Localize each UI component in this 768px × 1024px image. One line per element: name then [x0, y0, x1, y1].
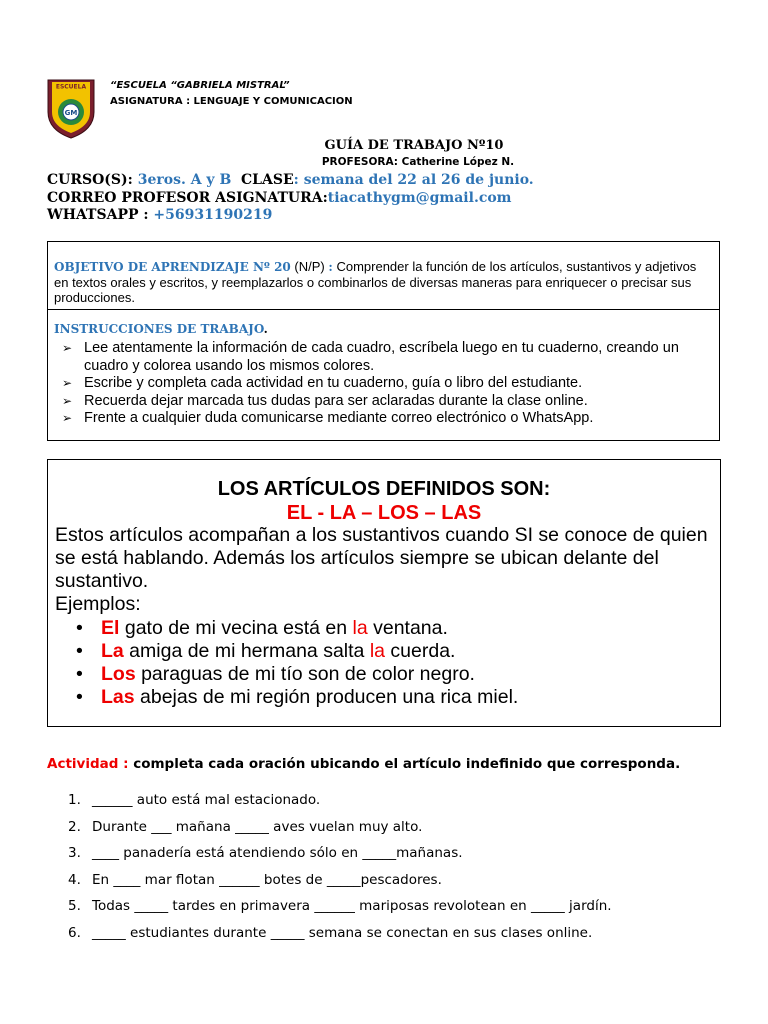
whatsapp-line: WHATSAPP : +56931190219	[47, 207, 273, 223]
list-item: • El gato de mi vecina está en la ventana.	[76, 617, 448, 639]
examples-label: Ejemplos:	[55, 593, 141, 615]
instructions-title: INSTRUCCIONES DE TRABAJO.	[54, 322, 268, 336]
arrow-icon: ➢	[62, 376, 73, 390]
svg-text:ESCUELA: ESCUELA	[55, 83, 87, 91]
list-item: ➢ Lee atentamente la información de cada cuadro, escríbela luego en tu cuaderno, creando un cuadro y colorea usando los mismos colores.	[62, 340, 679, 374]
bullet-icon: •	[76, 663, 83, 685]
course-line: CURSO(S): 3eros. A y B CLASE: semana del 22 al 26 de junio.	[47, 172, 534, 188]
list-item: 1. ______ auto está mal estacionado.	[68, 792, 321, 808]
svg-text:GM: GM	[64, 109, 78, 117]
email-line: CORREO PROFESOR ASIGNATURA:tiacathygm@gmail.com	[47, 190, 512, 206]
arrow-icon: ➢	[62, 411, 73, 425]
course-value: 3eros. A y B	[137, 172, 232, 188]
teacher-name: PROFESORA: Catherine López N.	[321, 156, 515, 168]
list-item: ➢ Frente a cualquier duda comunicarse mediante correo electrónico o WhatsApp.	[62, 410, 594, 426]
guide-title: GUÍA DE TRABAJO Nº10	[324, 138, 504, 153]
bullet-icon: •	[76, 617, 83, 639]
objective-text: OBJETIVO DE APRENDIZAJE Nº 20 (N/P) : Comprender la función de los artículos, sustantivos y adjetivos en textos orales y escritos, y reemplazarlos o combinarlos de diversas maneras para enriquecer o precisar sus producciones.	[54, 259, 697, 305]
list-item: 4. En ____ mar flotan ______ botes de _____pescadores.	[68, 871, 442, 888]
list-item: ➢ Recuerda dejar marcada tus dudas para ser aclaradas durante la clase online.	[62, 392, 588, 409]
email-value[interactable]: tiacathygm@gmail.com	[327, 190, 512, 206]
articles-list: EL - LA – LOS – LAS	[286, 502, 482, 524]
list-item: 3. ____ panadería está atendiendo sólo en _____mañanas.	[68, 845, 463, 861]
list-item: • Las abejas de mi región producen una rica miel.	[76, 686, 519, 708]
bullet-icon: •	[76, 640, 83, 662]
examples-list	[76, 617, 518, 709]
whatsapp-value: +56931190219	[153, 207, 273, 223]
divider	[48, 309, 719, 310]
articles-box	[47, 459, 721, 727]
subject-line: ASIGNATURA : LENGUAJE Y COMUNICACION	[110, 96, 353, 107]
list-item: 2. Durante ___ mañana _____ aves vuelan muy alto.	[68, 818, 423, 835]
articles-heading: LOS ARTÍCULOS DEFINIDOS SON:	[217, 478, 551, 500]
bullet-icon: •	[76, 686, 83, 708]
list-item: 6. _____ estudiantes durante _____ semana se conectan en sus clases online.	[68, 924, 593, 941]
articles-paragraph: Estos artículos acompañan a los sustantivos cuando SI se conoce de quien se está hablando. Además los artículos siempre se ubican delante del sustantivo. Ejemplos:	[55, 524, 708, 615]
activity-instruction: Actividad : completa cada oración ubicando el artículo indefinido que corresponda.	[47, 756, 681, 772]
school-name: “ESCUELA “GABRIELA MISTRAL”	[110, 80, 290, 91]
list-item: • Los paraguas de mi tío son de color negro.	[76, 663, 475, 685]
arrow-icon: ➢	[62, 341, 73, 355]
list-item: • La amiga de mi hermana salta la cuerda.	[76, 640, 456, 662]
school-logo	[46, 78, 96, 140]
class-value: : semana del 22 al 26 de junio.	[293, 172, 534, 188]
objective-box	[47, 241, 720, 441]
list-item: 5. Todas _____ tardes en primavera ______ mariposas revolotean en _____ jardín.	[68, 898, 612, 914]
list-item: ➢ Escribe y completa cada actividad en tu cuaderno, guía o libro del estudiante.	[62, 375, 583, 391]
arrow-icon: ➢	[62, 393, 73, 408]
activity-sentences	[68, 792, 612, 951]
instructions-list	[62, 340, 717, 428]
